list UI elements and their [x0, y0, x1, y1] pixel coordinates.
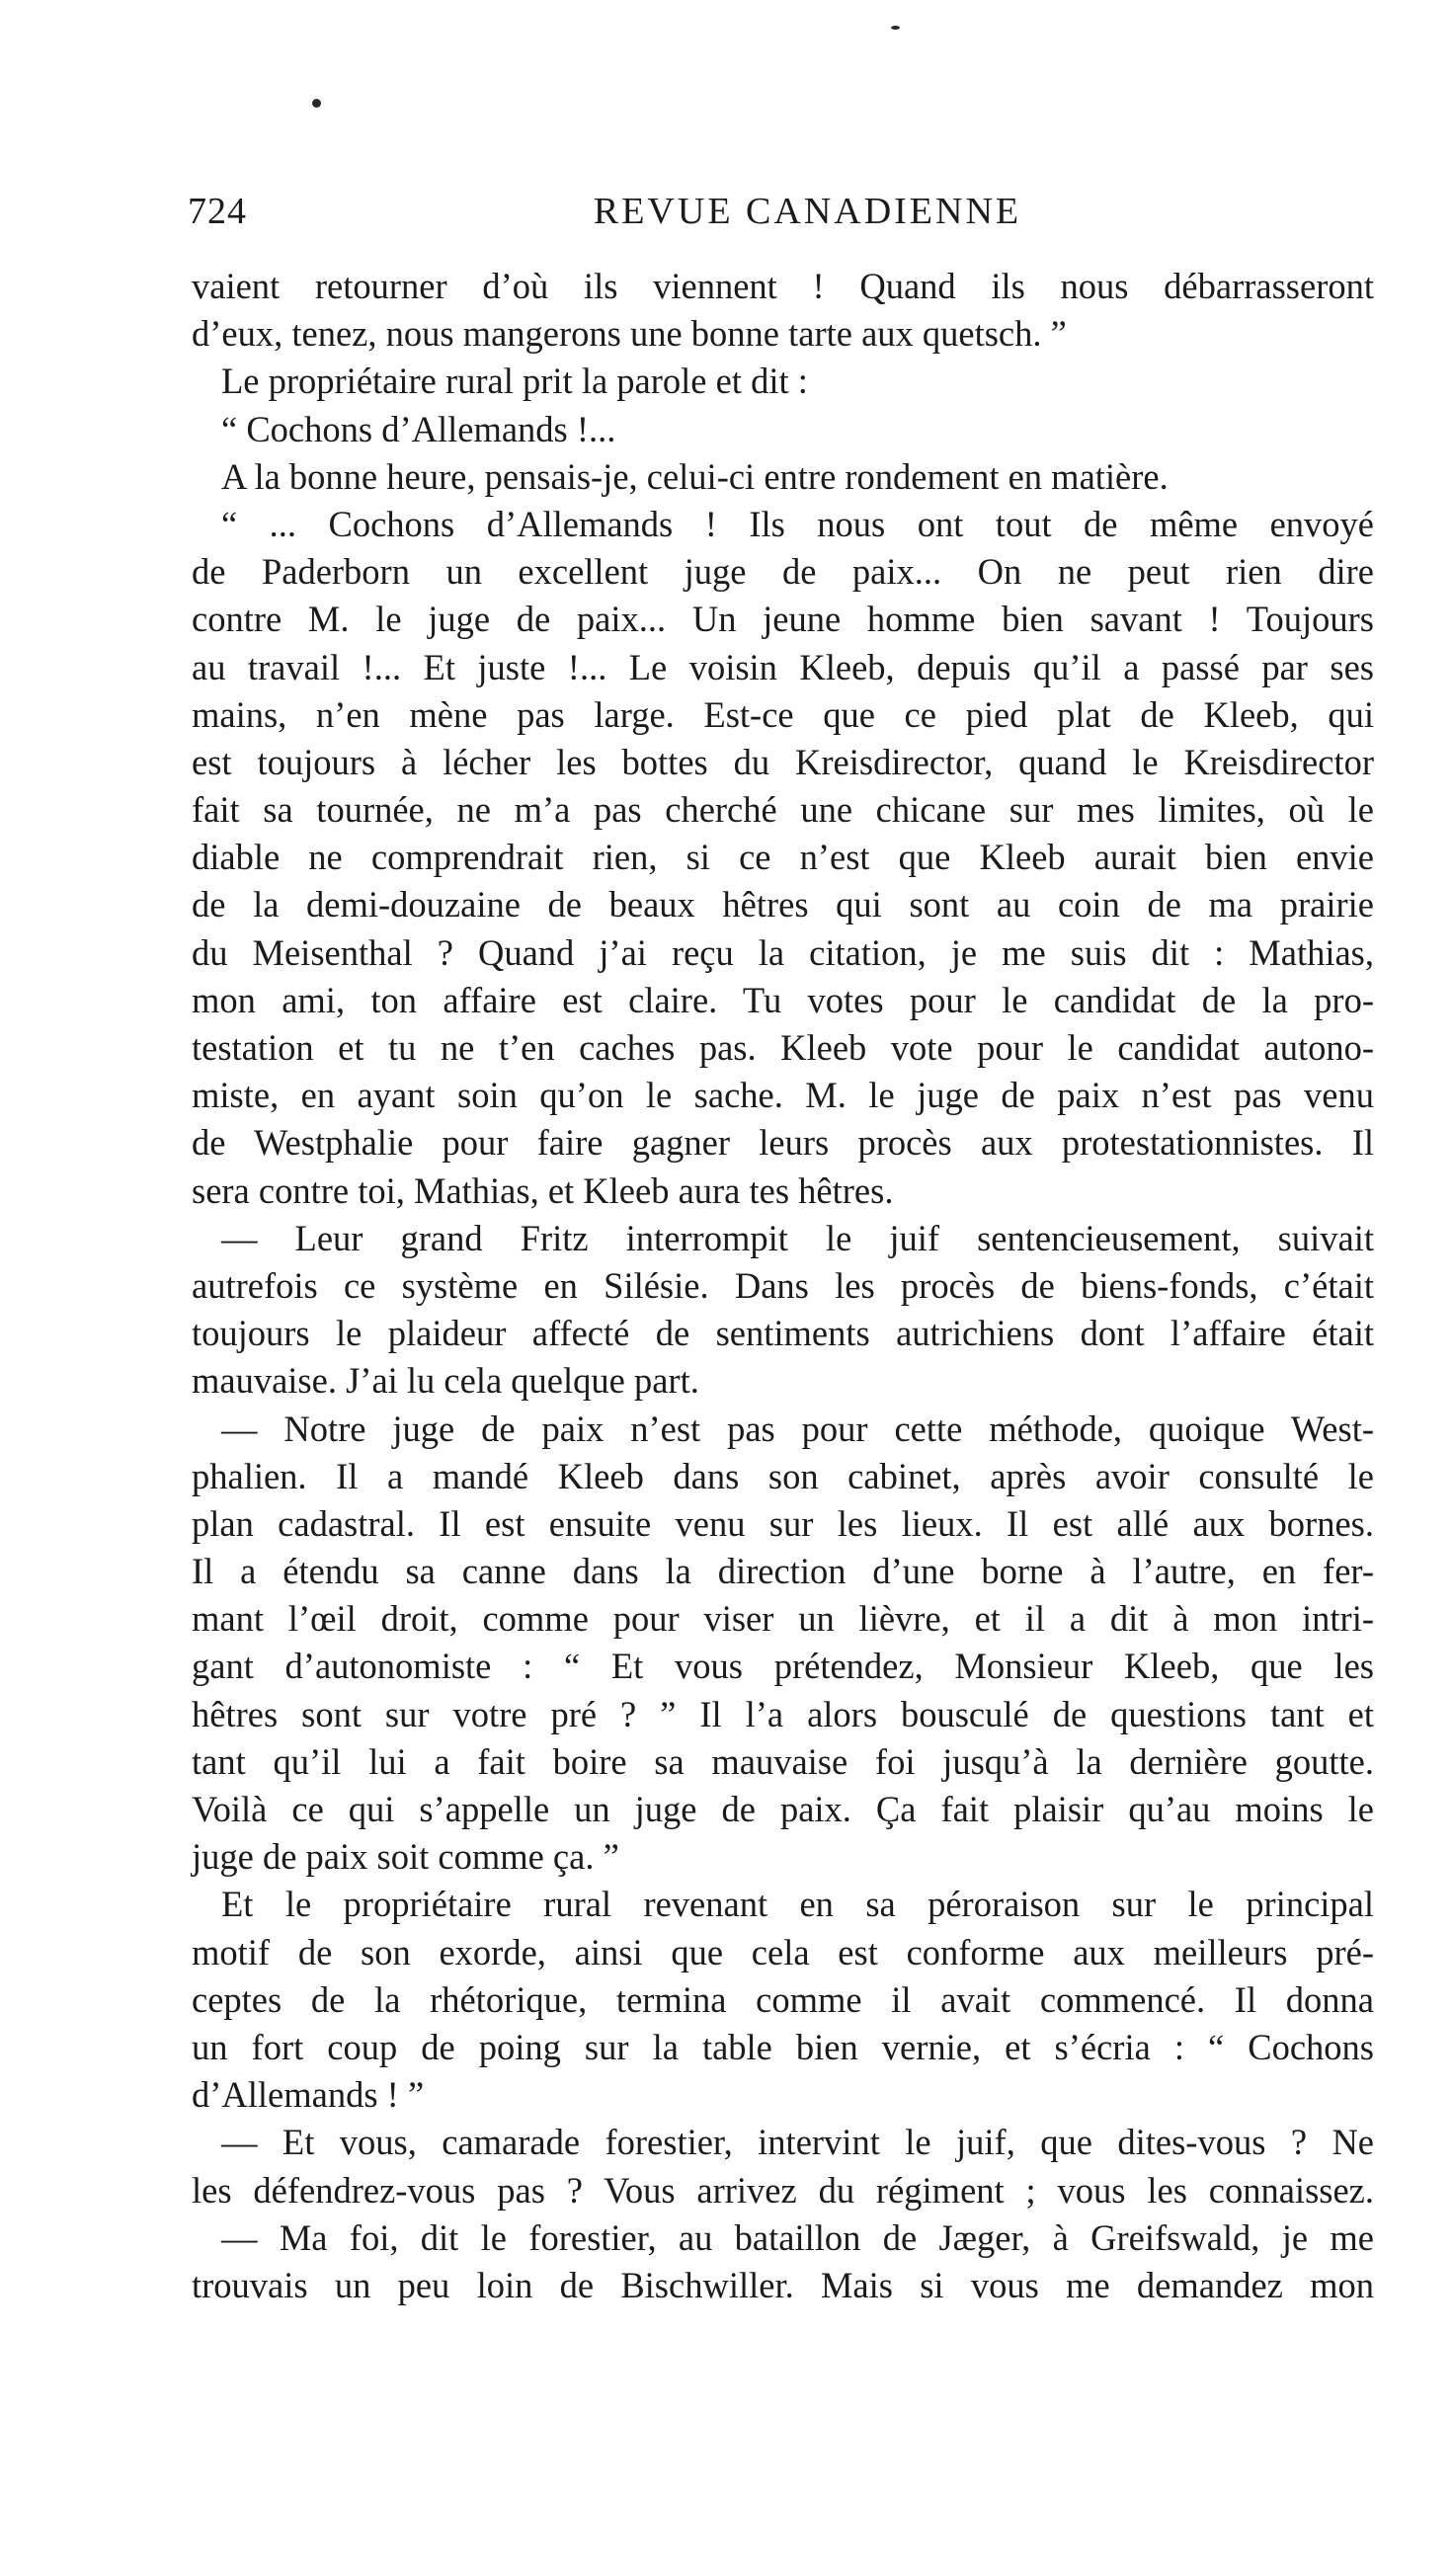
body-text [192, 263, 1374, 2309]
text-line: “ Cochons d’Allemands !... [221, 408, 616, 449]
text-line: les défendrez-vous pas ? Vous arrivez du régiment ; vous les connaissez. [192, 2169, 1374, 2211]
text-line: plan cadastral. Il est ensuite venu sur les lieux. Il est allé aux bornes. [192, 1502, 1374, 1544]
text-line: — Notre juge de paix n’est pas pour cette méthode, quoique West- [221, 1408, 1374, 1449]
text-line: hêtres sont sur votre pré ? ” Il l’a alors bousculé de questions tant et [192, 1693, 1374, 1734]
text-line: “ ... Cochons d’Allemands ! Ils nous ont tout de même envoyé [221, 503, 1374, 544]
text-line: est toujours à lécher les bottes du Kreisdirector, quand le Kreisdirector [192, 741, 1374, 782]
text-line: diable ne comprendrait rien, si ce n’est que Kleeb aurait bien envie [192, 837, 1374, 878]
running-title: REVUE CANADIENNE [593, 191, 1022, 232]
text-line: mauvaise. J’ai lu cela quelque part. [192, 1360, 699, 1402]
ink-speck [891, 26, 900, 30]
text-line: contre M. le juge de paix... Un jeune homme bien savant ! Toujours [192, 599, 1374, 640]
text-line: juge de paix soit comme ça. ” [192, 1836, 619, 1878]
text-line: d’Allemands ! ” [192, 2074, 425, 2116]
text-line: de Paderborn un excellent juge de paix... On ne peut rien dire [192, 551, 1374, 593]
text-line: un fort coup de poing sur la table bien vernie, et s’écria : “ Cochons [192, 2026, 1374, 2067]
text-line: du Meisenthal ? Quand j’ai reçu la citation, je me suis dit : Mathias, [192, 931, 1374, 973]
text-line: gant d’autonomiste : “ Et vous prétendez, Monsieur Kleeb, que les [192, 1646, 1374, 1687]
text-line: phalien. Il a mandé Kleeb dans son cabinet, après avoir consulté le [192, 1455, 1374, 1496]
text-line: ceptes de la rhétorique, termina comme il avait commencé. Il donna [192, 1978, 1374, 2020]
text-line: toujours le plaideur affecté de sentiments autrichiens dont l’affaire était [192, 1313, 1374, 1354]
text-line: trouvais un peu loin de Bischwiller. Mais si vous me demandez mon [192, 2264, 1374, 2305]
text-line: miste, en ayant soin qu’on le sache. M. le juge de paix n’est pas venu [192, 1075, 1374, 1116]
page-header [188, 186, 1368, 237]
text-line: testation et tu ne t’en caches pas. Kleeb vote pour le candidat autono- [192, 1027, 1374, 1068]
text-line: — Ma foi, dit le forestier, au bataillon de Jæger, à Greifswald, je me [221, 2216, 1374, 2258]
text-line: fait sa tournée, ne m’a pas cherché une chicane sur mes limites, où le [192, 789, 1374, 831]
text-line: de Westphalie pour faire gagner leurs procès aux protestationnistes. Il [192, 1122, 1374, 1164]
text-line: mains, n’en mène pas large. Est-ce que ce pied plat de Kleeb, qui [192, 693, 1374, 735]
text-line: au travail !... Et juste !... Le voisin Kleeb, depuis qu’il a passé par ses [192, 646, 1374, 687]
text-line: Le propriétaire rural prit la parole et dit : [221, 361, 808, 402]
text-line: d’eux, tenez, nous mangerons une bonne tarte aux quetsch. ” [192, 313, 1067, 355]
text-line: vaient retourner d’où ils viennent ! Quand ils nous débarrasseront [192, 266, 1374, 306]
text-line: Il a étendu sa canne dans la direction d’une borne à l’autre, en fer- [192, 1551, 1374, 1592]
text-line: sera contre toi, Mathias, et Kleeb aura tes hêtres. [192, 1169, 894, 1211]
text-line: tant qu’il lui a fait boire sa mauvaise foi jusqu’à la dernière goutte. [192, 1740, 1374, 1782]
text-line: Voilà ce qui s’appelle un juge de paix. Ça fait plaisir qu’au moins le [192, 1789, 1374, 1829]
ink-speck [312, 99, 321, 108]
page-number: 724 [188, 191, 247, 232]
text-line: autrefois ce système en Silésie. Dans les procès de biens-fonds, c’était [192, 1264, 1374, 1306]
text-line: A la bonne heure, pensais-je, celui-ci entre rondement en matière. [221, 455, 1169, 497]
text-line: motif de son exorde, ainsi que cela est conforme aux meilleurs pré- [192, 1931, 1374, 1972]
text-line: — Et vous, camarade forestier, intervint le juif, que dites-vous ? Ne [221, 2122, 1374, 2163]
text-line: — Leur grand Fritz interrompit le juif sentencieusement, suivait [221, 1217, 1374, 1258]
text-line: de la demi-douzaine de beaux hêtres qui sont au coin de ma prairie [192, 884, 1374, 926]
text-line: mon ami, ton affaire est claire. Tu votes pour le candidat de la pro- [192, 979, 1374, 1020]
text-line: mant l’œil droit, comme pour viser un lièvre, et il a dit à mon intri- [192, 1598, 1374, 1640]
text-line: Et le propriétaire rural revenant en sa péroraison sur le principal [221, 1884, 1374, 1925]
